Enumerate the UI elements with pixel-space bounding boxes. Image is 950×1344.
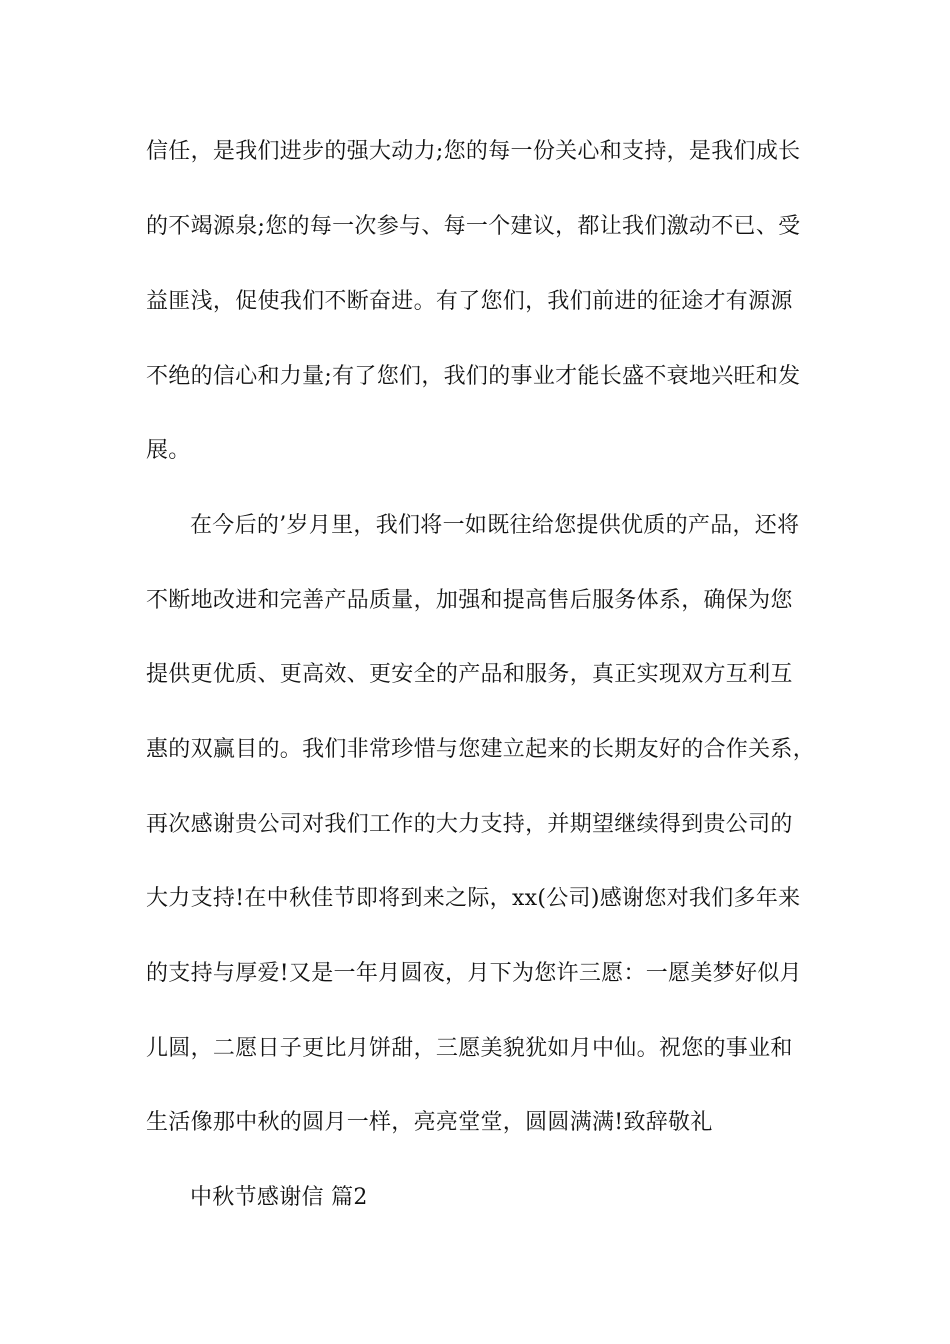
body-text-line: 不绝的信心和力量;有了您们，我们的事业才能长盛不衰地兴旺和发 [146,364,801,389]
body-text-line: 儿圆，二愿日子更比月饼甜，三愿美貌犹如月中仙。祝您的事业和 [146,1036,793,1061]
body-text-line: 在今后的’岁月里，我们将一如既往给您提供优质的产品，还将 [190,513,800,538]
body-text-line: 的支持与厚爱!又是一年月圆夜，月下为您许三愿：一愿美梦好似月 [146,961,802,986]
body-text-line: 再次感谢贵公司对我们工作的大力支持，并期望继续得到贵公司的 [146,812,793,837]
body-text-line: 信任，是我们进步的强大动力;您的每一份关心和支持，是我们成长 [146,139,801,164]
body-text-line: 展。 [146,438,191,463]
body-text-line: 不断地改进和完善产品质量，加强和提高售后服务体系，确保为您 [146,588,793,613]
body-text-line: 提供更优质、更高效、更安全的产品和服务，真正实现双方互利互 [146,662,793,687]
body-text-line: 惠的双赢目的。我们非常珍惜与您建立起来的长期友好的合作关系， [146,737,816,762]
body-text-line: 生活像那中秋的圆月一样，亮亮堂堂，圆圆满满!致辞敬礼 [146,1110,713,1135]
body-text-line: 益匪浅，促使我们不断奋进。有了您们，我们前进的征途才有源源 [146,289,793,314]
body-text-line: 的不竭源泉;您的每一次参与、每一个建议，都让我们激动不已、受 [146,214,801,239]
body-text-line: 大力支持!在中秋佳节即将到来之际，xx(公司)感谢您对我们多年来 [146,886,801,911]
section-heading: 中秋节感谢信 篇2 [190,1185,368,1210]
